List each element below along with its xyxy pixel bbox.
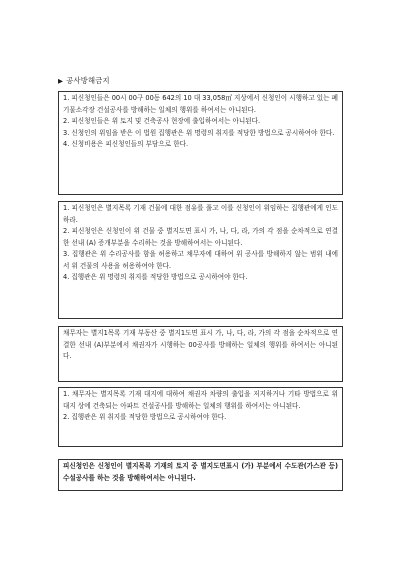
- order-item: 피신청인은 신청인이 별지목록 기재의 토지 중 별지도면표시 (가) 부분에서 수도관(가스관 등) 수설공사를 하는 것을 방해하여서는 아니된다.: [63, 462, 338, 482]
- order-item: 3. 집행관은 위 수리공사를 함을 허용하고 채무자에 대하여 위 공사를 방해하지 않는 범위 내에서 위 건물의 사용을 허용하여야 한다.: [63, 250, 338, 270]
- arrow-bullet-icon: ▶: [58, 77, 64, 85]
- order-item: 1. 피신청인들은 00시 00구 00동 642의 10 대 33,058㎡ 지상에서 신청인이 시행하고 있는 폐기물소각장 건설공사를 방해하는 일체의 행위를 하여서는 아니된다.: [63, 94, 338, 114]
- order-item: 1. 채무자는 별지목록 기재 대지에 대하여 채권자 차량의 출입을 저지하거나 기타 방법으로 위 대지 상에 건축되는 아파트 건설공사를 방해하는 일체의 행위를 하여서는 아니된다.: [63, 390, 338, 410]
- order-item: 채무자는 별지1목록 기재 부동산 중 별지1도면 표시 가, 나, 다, 라, 가의 각 점을 순차적으로 연결한 선내 (A)부분에서 채권자가 시행하는 00공사를 방해하는 일체의 행위를 하여서는 아니된다.: [63, 329, 338, 360]
- order-item: 4. 신청비용은 피신청인들의 부담으로 한다.: [63, 140, 189, 148]
- order-item: 1. 피신청인은 별지목록 기재 건물에 대한 점유를 풀고 이를 신청인이 위임하는 집행관에게 인도하라.: [63, 204, 338, 224]
- order-box-1: [58, 91, 343, 195]
- order-item: 2. 피신청인들은 위 토지 및 건축공사 현장에 출입하여서는 아니된다.: [63, 117, 261, 125]
- order-box-2: [58, 201, 343, 319]
- order-box-3: [58, 326, 343, 382]
- order-item: 3. 신청인의 위임을 받은 이 법원 집행관은 위 명령의 취지를 적당한 방법으로 공시하여야 한다.: [63, 128, 335, 137]
- order-item: 2. 집행관은 위 취지를 적당한 방법으로 공시하여야 한다.: [63, 413, 227, 421]
- section-heading: [58, 76, 110, 86]
- order-item: 2. 피신청인은 신청인이 위 건물 중 별지도면 표시 가, 나, 다, 라, 가의 각 점을 순차적으로 연결한 선내 (A) 증개부분을 수리하는 것을 방해하여서는 아니된다.: [63, 227, 338, 247]
- section-heading-label: 공사방해금지: [66, 76, 110, 85]
- order-box-4: [58, 387, 343, 447]
- order-box-5: [58, 459, 343, 491]
- order-item: 4. 집행관은 위 명령의 취지를 적당한 방법으로 공시하여야 한다.: [63, 273, 248, 281]
